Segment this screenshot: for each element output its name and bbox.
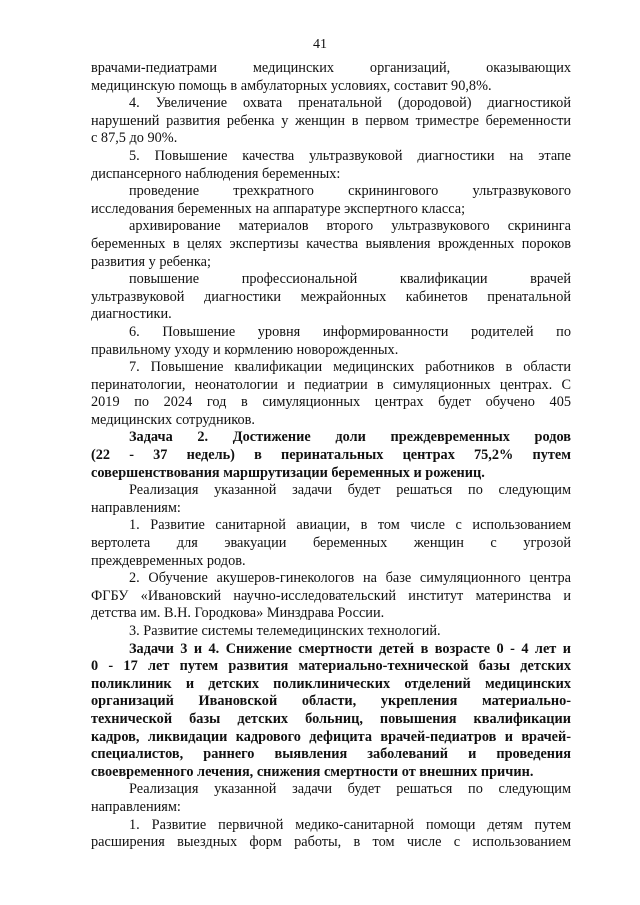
paragraph [91, 482, 571, 517]
paragraph [91, 271, 571, 324]
text-line: 4. Увеличение охвата пренатальной (дородовой) диагностикой [129, 95, 571, 112]
text-line: специалистов, раннего выявления заболеваний и проведения [91, 746, 571, 763]
text-line: врачами-педиатрами медицинских организаций, оказывающих [91, 60, 571, 76]
text-line: 3. Развитие системы телемедицинских технологий. [129, 623, 441, 639]
text-line: направлениям: [91, 798, 181, 815]
text-line: диагностики. [91, 306, 172, 323]
page-number: 41 [313, 37, 327, 52]
text-line: расширения выездных форм работы, в том числе с использованием [91, 834, 571, 851]
paragraph [91, 517, 571, 570]
text-line: Реализация указанной задачи будет решаться по следующим [129, 482, 571, 499]
text-line: перинатологии, неонатологии и педиатрии в симуляционных центрах. С [91, 376, 571, 393]
text-line: технической базы детских больниц, повышения квалификации [91, 710, 571, 727]
text-line: правильному уходу и кормлению новорожденных. [91, 341, 399, 358]
text-line: с 87,5 до 90%. [91, 130, 178, 147]
text-line: направлениям: [91, 499, 181, 516]
text-line: 1. Развитие первичной медико-санитарной помощи детям путем [129, 816, 571, 833]
text-line: 6. Повышение уровня информированности родителей по [129, 323, 571, 340]
text-line: ФГБУ «Ивановский научно-исследовательский институт материнства и [91, 587, 571, 604]
paragraph [91, 817, 571, 852]
text-line: 2. Обучение акушеров-гинекологов на базе симуляционного центра [129, 570, 571, 587]
text-line: Задача 2. Достижение доли преждевременных родов [129, 429, 571, 446]
text-line: беременных в целях экспертизы качества выявления врожденных пороков [91, 235, 571, 252]
text-line: детства им. В.Н. Городкова» Минздрава России. [91, 605, 385, 622]
text-line: 1. Развитие санитарной авиации, в том числе с использованием [129, 517, 571, 534]
document-body [91, 60, 571, 852]
paragraph [91, 183, 571, 218]
text-line: проведение трехкратного скринингового ультразвукового [129, 183, 571, 200]
text-line: нарушений развития ребенка у женщин в первом триместре беременности [91, 112, 571, 129]
text-line: медицинскую помощь в амбулаторных условиях, составит 90,8%. [91, 77, 492, 94]
text-line: кадров, ликвидации кадрового дефицита врачей-педиатров и врачей- [91, 728, 571, 745]
text-line: 0 - 17 лет путем развития материально-технической базы детских [91, 658, 571, 675]
bold-paragraph [91, 641, 571, 782]
text-line: медицинских сотрудников. [91, 411, 255, 428]
bold-paragraph [91, 429, 571, 482]
text-line: Реализация указанной задачи будет решаться по следующим [129, 781, 571, 798]
text-line: преждевременных родов. [91, 552, 246, 569]
paragraph [91, 623, 571, 641]
text-line: 2019 по 2024 год в симуляционных центрах будет обучено 405 [91, 394, 571, 411]
text-line: совершенствования маршрутизации беременных и рожениц. [91, 464, 485, 481]
paragraph [91, 148, 571, 183]
text-line: организаций Ивановской области, укрепления материально- [91, 693, 571, 710]
text-line: архивирование материалов второго ультразвукового скрининга [129, 218, 571, 235]
text-line: (22 - 37 недель) в перинатальных центрах 75,2% путем [91, 447, 571, 464]
text-line: повышение профессиональной квалификации врачей [129, 271, 571, 288]
text-line: исследования беременных на аппаратуре экспертного класса; [91, 200, 466, 217]
text-line: 5. Повышение качества ультразвуковой диагностики на этапе [129, 147, 571, 164]
paragraph [91, 781, 571, 816]
paragraph [91, 60, 571, 95]
paragraph [91, 359, 571, 429]
text-line: поликлиник и детских поликлинических отделений медицинских [91, 675, 571, 692]
paragraph [91, 570, 571, 623]
paragraph [91, 95, 571, 148]
paragraph [91, 324, 571, 359]
text-line: развития у ребенка; [91, 253, 211, 270]
text-line: диспансерного наблюдения беременных: [91, 165, 341, 182]
paragraph [91, 218, 571, 271]
text-line: ультразвуковой диагностики межрайонных кабинетов пренатальной [91, 288, 571, 305]
text-line: Задачи 3 и 4. Снижение смертности детей в возрасте 0 - 4 лет и [129, 640, 571, 657]
text-line: 7. Повышение квалификации медицинских работников в области [129, 359, 571, 376]
text-line: своевременного лечения, снижения смертности от внешних причин. [91, 763, 534, 780]
text-line: вертолета для эвакуации беременных женщин с угрозой [91, 535, 571, 552]
